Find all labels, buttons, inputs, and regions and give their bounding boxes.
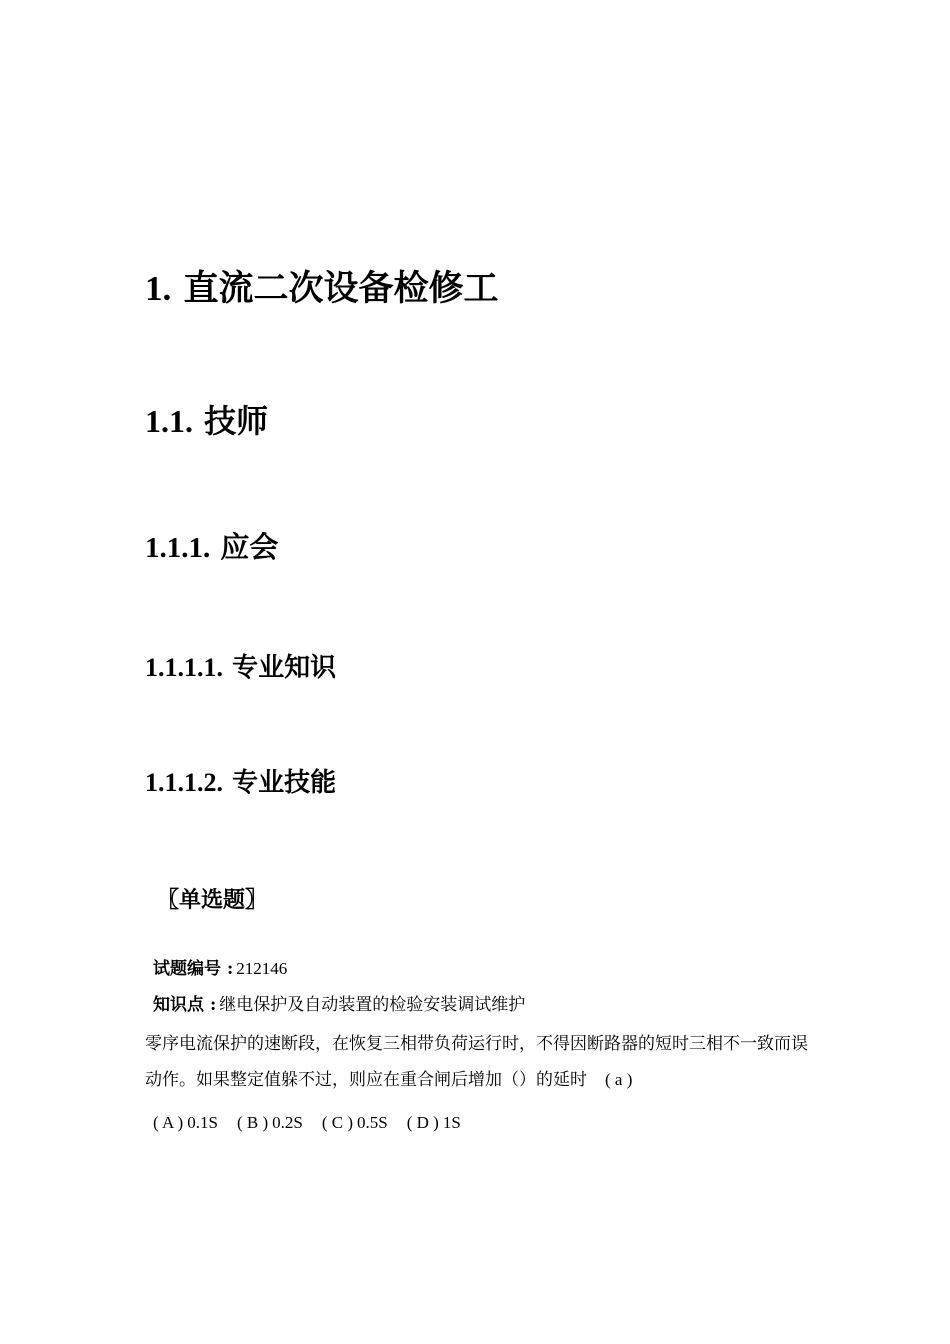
knowledge-point-value: 继电保护及自动装置的检验安装调试维护	[219, 995, 526, 1015]
option-value: 0.5S	[357, 1113, 388, 1132]
knowledge-point-line	[153, 990, 525, 1015]
question-stem-text: 零序电流保护的速断段，在恢复三相带负荷运行时，不得因断路器的短时三相不一致而误动作。如果整定值躲不过，则应在重合闸后增加（）的延时	[145, 1034, 808, 1090]
heading-text: 专业知识	[232, 653, 337, 683]
heading-number: 1.	[145, 269, 172, 308]
heading-level-4-knowledge	[145, 652, 336, 684]
option-a	[153, 1113, 218, 1133]
option-value: 1S	[442, 1113, 461, 1132]
colon: :	[210, 995, 217, 1015]
question-type-label: 〖单选题〗	[157, 887, 268, 913]
answer-options	[153, 1113, 461, 1133]
question-answer: ( a )	[605, 1070, 633, 1089]
heading-text: 专业技能	[232, 768, 337, 798]
option-letter: ( D )	[406, 1113, 439, 1132]
question-id-label: 试题编号	[153, 959, 221, 979]
heading-number: 1.1.1.1.	[145, 653, 223, 682]
option-letter: ( A )	[153, 1113, 184, 1132]
option-value: 0.2S	[272, 1113, 303, 1132]
question-stem	[145, 1026, 815, 1098]
option-b	[237, 1113, 303, 1133]
heading-number: 1.1.1.	[145, 532, 211, 564]
option-letter: ( B )	[236, 1113, 269, 1132]
colon: :	[227, 959, 234, 979]
heading-level-4-skills	[145, 767, 336, 799]
heading-level-2	[145, 402, 268, 440]
knowledge-point-label: 知识点	[153, 995, 204, 1015]
heading-text: 应会	[220, 530, 279, 564]
question-id-line	[153, 954, 287, 979]
question-id-value: 212146	[236, 959, 288, 978]
heading-level-3	[145, 530, 278, 566]
option-c	[322, 1113, 388, 1133]
option-d	[407, 1113, 461, 1133]
heading-text: 直流二次设备检修工	[183, 268, 499, 309]
heading-level-1	[145, 268, 498, 310]
heading-text: 技师	[204, 402, 269, 440]
heading-number: 1.1.1.2.	[145, 768, 223, 797]
option-letter: ( C )	[321, 1113, 354, 1132]
heading-number: 1.1.	[145, 403, 193, 439]
option-value: 0.1S	[187, 1113, 218, 1132]
